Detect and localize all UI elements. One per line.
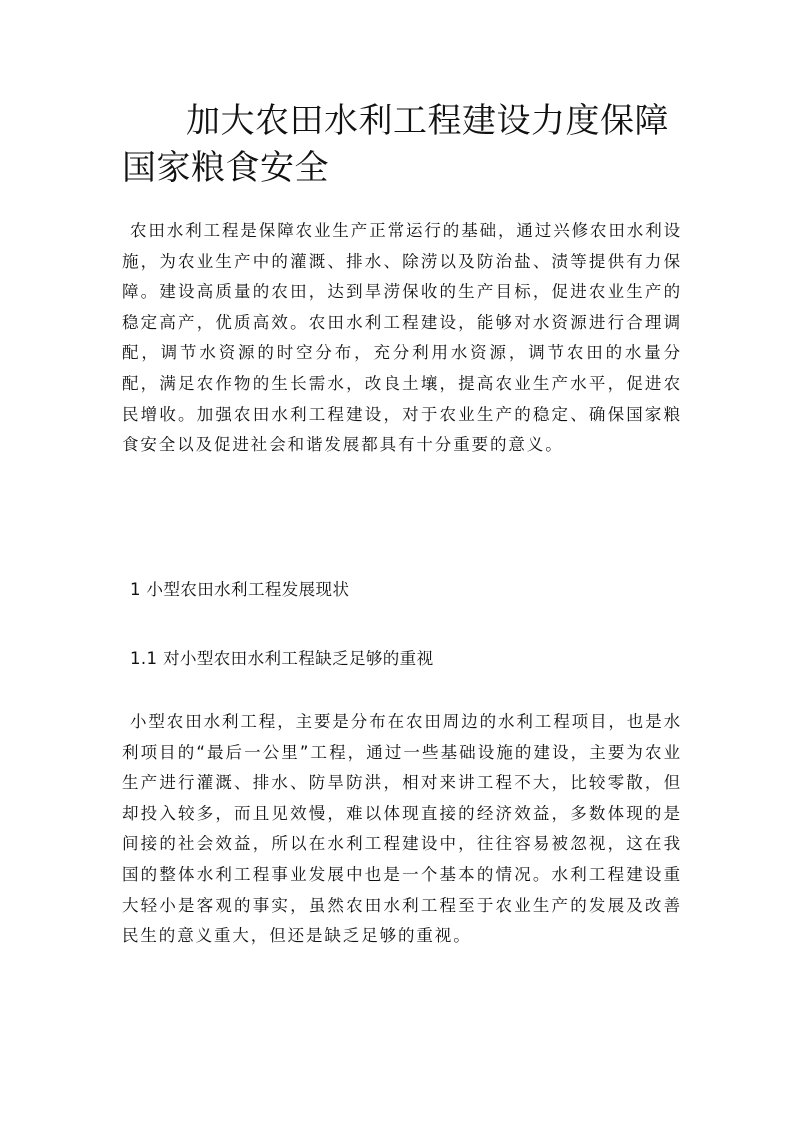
- section-paragraph-text: 小型农田水利工程，主要是分布在农田周边的水利工程项目，也是水利项目的“最后一公里”工程，通过一些基础设施的建设，主要为农业生产进行灌溉、排水、防旱防洪，相对来讲工程不大，比较零散，但却投入较多，而且见效慢，难以体现直接的经济效益，多数体现的是间接的社会效益，所以在水利工程建设中，往往容易被忽视，这在我国的整体水利工程事业发展中也是一个基本的情况。水利工程建设重大轻小是客观的事实，虽然农田水利工程至于农业生产的发展及改善民生的意义重大，但还是缺乏足够的重视。: [122, 712, 682, 946]
- document-title: [122, 98, 682, 192]
- title-line-1: 加大农田水利工程建设力度保障: [186, 101, 669, 141]
- section-heading-1: 1 小型农田水利工程发展现状: [130, 580, 350, 599]
- section-paragraph: [122, 707, 682, 997]
- intro-paragraph: [122, 216, 682, 526]
- subsection-heading-1-1: 1.1 对小型农田水利工程缺乏足够的重视: [130, 649, 434, 668]
- intro-paragraph-text: 农田水利工程是保障农业生产正常运行的基础，通过兴修农田水利设施，为农业生产中的灌溉、排水、除涝以及防治盐、渍等提供有力保障。建设高质量的农田，达到旱涝保收的生产目标，促进农业生产的稳定高产，优质高效。农田水利工程建设，能够对水资源进行合理调配，调节水资源的时空分布，充分利用水资源，调节农田的水量分配，满足农作物的生长需水，改良土壤，提高农业生产水平，促进农民增收。加强农田水利工程建设，对于农业生产的稳定、确保国家粮食安全以及促进社会和谐发展都具有十分重要的意义。: [122, 221, 682, 455]
- title-line-2: 国家粮食安全: [122, 148, 329, 188]
